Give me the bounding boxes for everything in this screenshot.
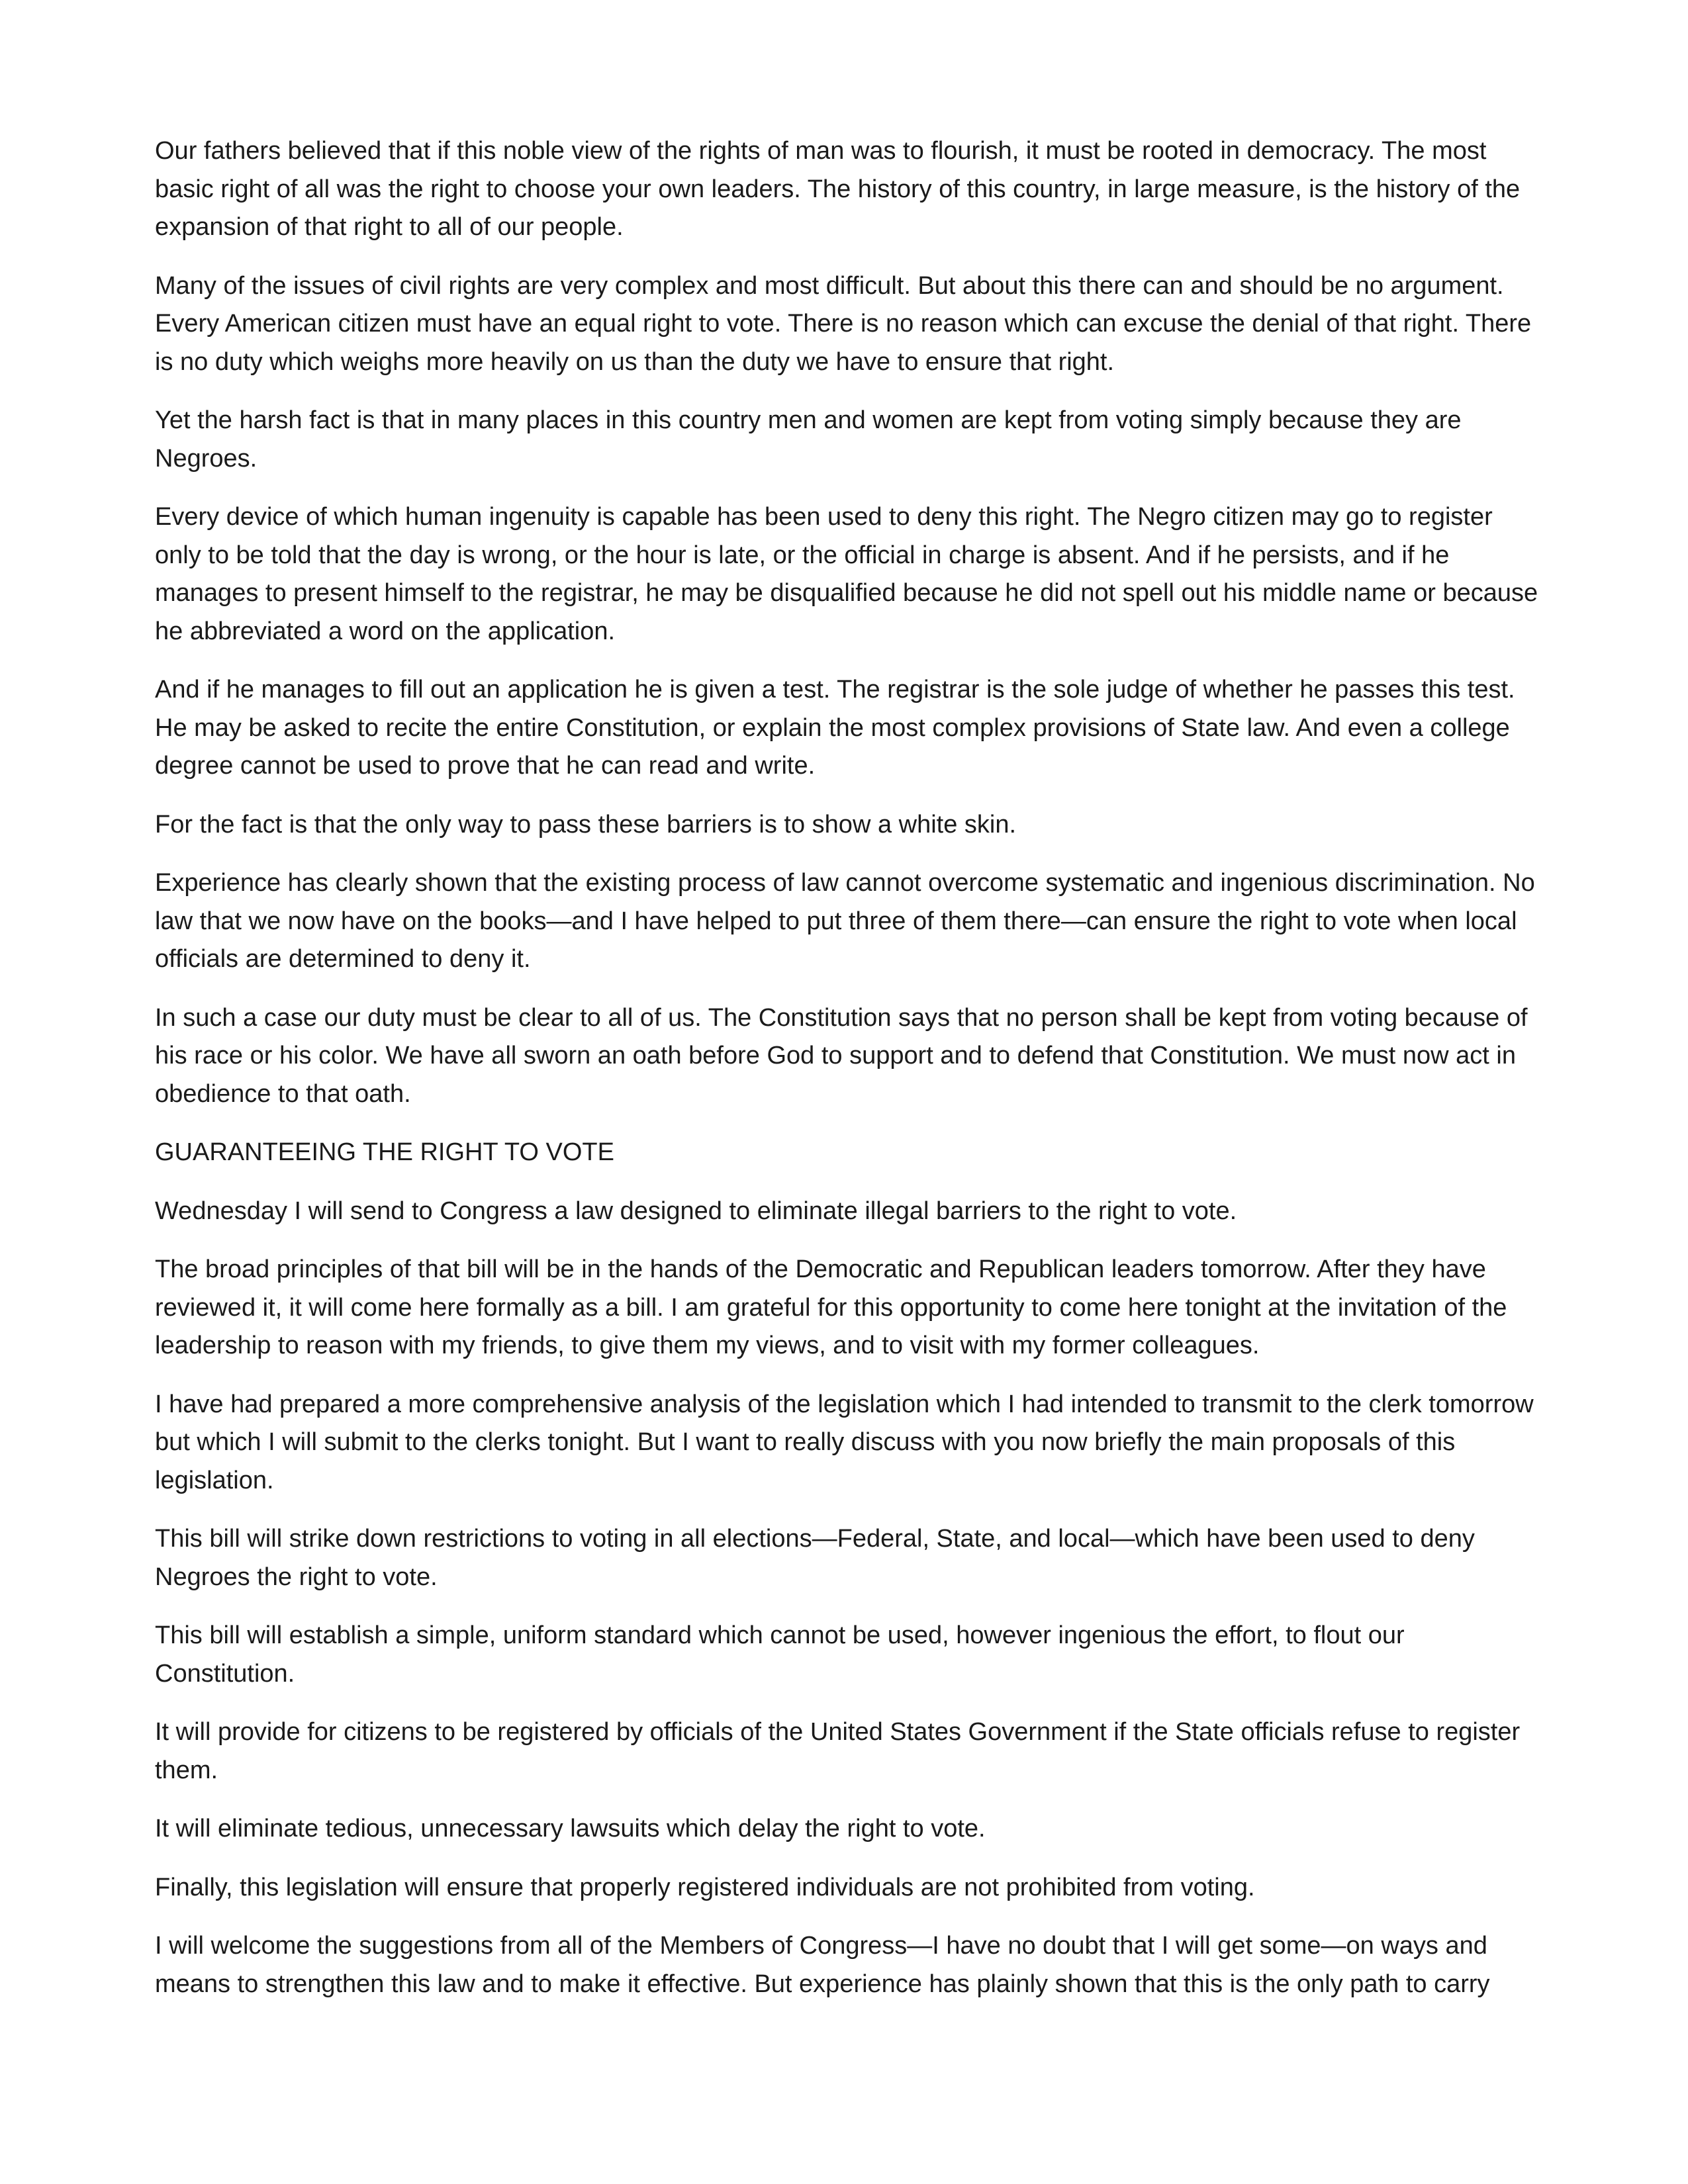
paragraph: In such a case our duty must be clear to all of us. The Constitution says that no person shall be kept from voting because of his race or his color. We have all sworn an oath before God to support and to defend that Constitution. We must now act in obedience to that oath. (155, 1003, 1528, 1108)
paragraph: And if he manages to fill out an application he is given a test. The registrar is the sole judge of whether he passes this test. He may be asked to recite the entire Constitution, or explain the most complex provisions of State law. And even a college degree cannot be used to prove that he can read and write. (155, 676, 1515, 780)
document-body (155, 132, 1538, 2024)
paragraph: Yet the harsh fact is that in many places in this country men and women are kept from voting simply because they are Negroes. (155, 406, 1462, 473)
paragraph: Every device of which human ingenuity is capable has been used to deny this right. The Negro citizen may go to register only to be told that the day is wrong, or the hour is late, or the official in charge is absent. And if he persists, and if he manages to present himself to the registrar, he may be disqualified because he did not spell out his middle name or because he abbreviated a word on the application. (155, 503, 1538, 645)
paragraph: The broad principles of that bill will be in the hands of the Democratic and Republican leaders tomorrow. After they have reviewed it, it will come here formally as a bill. I am grateful for this opportunity to come here tonight at the invitation of the leadership to reason with my friends, to give them my views, and to visit with my former colleagues. (155, 1255, 1507, 1359)
paragraph: It will eliminate tedious, unnecessary lawsuits which delay the right to vote. (155, 1815, 986, 1843)
paragraph: Experience has clearly shown that the existing process of law cannot overcome systematic and ingenious discrimination. No law that we now have on the books—and I have helped to put three of them there—can ensure the right to vote when local officials are determined to deny it. (155, 869, 1535, 973)
paragraph: This bill will establish a simple, uniform standard which cannot be used, however ingenious the effort, to flout our Constitution. (155, 1621, 1405, 1688)
paragraph: This bill will strike down restrictions to voting in all elections—Federal, State, and local—which have been used to deny Negroes the right to vote. (155, 1525, 1475, 1591)
paragraph: Finally, this legislation will ensure that properly registered individuals are not prohibited from voting. (155, 1873, 1255, 1901)
paragraph: I will welcome the suggestions from all of the Members of Congress—I have no doubt that I will get some—on ways and means to strengthen this law and to make it effective. But experience has plainly shown that this is the only path to carry (155, 1932, 1490, 1998)
paragraph: Wednesday I will send to Congress a law designed to eliminate illegal barriers to the right to vote. (155, 1197, 1237, 1225)
paragraph: Many of the issues of civil rights are very complex and most difficult. But about this there can and should be no argument. Every American citizen must have an equal right to vote. There is no reason which can excuse the denial of that right. There is no duty which weighs more heavily on us than the duty we have to ensure that right. (155, 271, 1532, 376)
paragraph: For the fact is that the only way to pass these barriers is to show a white skin. (155, 810, 1017, 839)
paragraph: I have had prepared a more comprehensive analysis of the legislation which I had intended to transmit to the clerk tomorrow but which I will submit to the clerks tonight. But I want to really discuss with you now briefly the main proposals of this legislation. (155, 1390, 1534, 1494)
paragraph: It will provide for citizens to be registered by officials of the United States Government if the State officials refuse to register them. (155, 1718, 1521, 1784)
section-heading: GUARANTEEING THE RIGHT TO VOTE (155, 1138, 614, 1166)
paragraph: Our fathers believed that if this noble view of the rights of man was to flourish, it must be rooted in democracy. The most basic right of all was the right to choose your own leaders. The history of this country, in large measure, is the history of the expansion of that right to all of our people. (155, 137, 1521, 241)
